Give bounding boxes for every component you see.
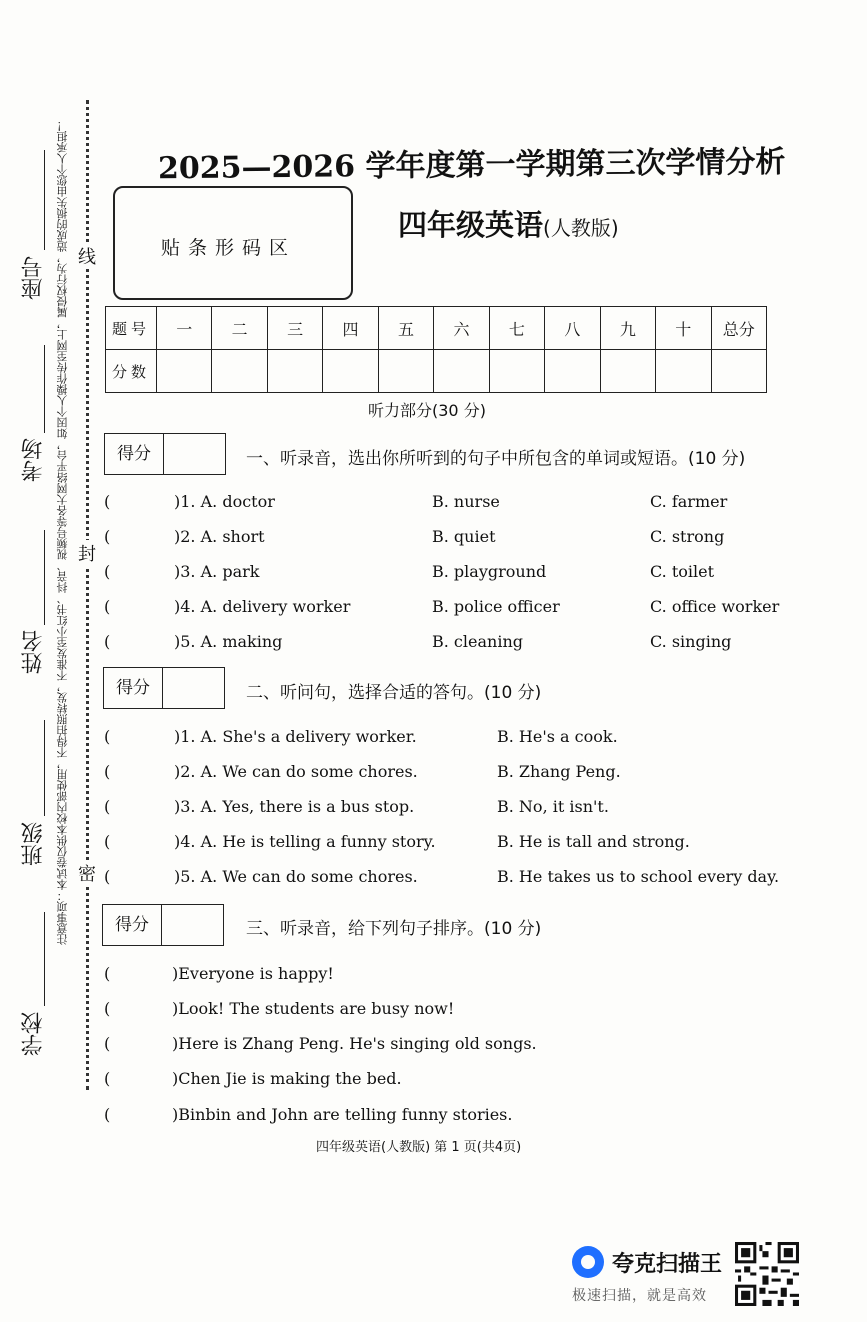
score-cell [156,350,211,393]
seal-char-feng: 封 [78,540,96,566]
s1-q1-c: C. farmer [650,492,728,511]
s2-q2-b: B. Zhang Peng. [497,762,621,781]
edition: (人教版) [543,216,619,240]
col-6: 六 [434,307,489,350]
s1-q5-b: B. cleaning [432,632,523,651]
s3-sentence-3: )Here is Zhang Peng. He's singing old songs. [172,1034,537,1053]
answer-paren: ( [104,797,111,816]
qr-code-icon [735,1242,799,1306]
s2-q4-b: B. He is tall and strong. [497,832,690,851]
s1-q2-a: )2. A. short [174,527,265,546]
score-label: 分数 [106,350,157,393]
col-total: 总分 [711,307,767,350]
seal-char-xian: 线 [78,243,96,269]
answer-paren: ( [104,527,111,546]
s3-sentence-5: )Binbin and John are telling funny stories. [172,1105,513,1124]
s1-q4-c: C. office worker [650,597,780,616]
section-1-title: 一、听录音，选出你所听到的句子中所包含的单词或短语。(10 分) [246,449,746,469]
barcode-area-label: 贴条形码区 [161,237,297,259]
score-cell [656,350,711,393]
barcode-area [113,186,353,300]
score-box [102,904,224,946]
exam-room-line [44,345,45,433]
s1-q1-b: B. nurse [432,492,500,511]
section-2-title: 二、听问句，选择合适的答句。(10 分) [246,683,542,703]
score-box-label: 得分 [105,434,164,474]
name-line [44,530,45,625]
score-cell [600,350,655,393]
score-cell [489,350,544,393]
s1-q4-b: B. police officer [432,597,560,616]
answer-paren: ( [104,597,111,616]
col-7: 七 [489,307,544,350]
s3-sentence-2: )Look! The students are busy now! [172,999,455,1018]
s1-q3-a: )3. A. park [174,562,260,581]
answer-paren: ( [104,832,111,851]
answer-paren: ( [104,999,111,1018]
s3-sentence-4: )Chen Jie is making the bed. [172,1069,402,1088]
s1-q2-c: C. strong [650,527,725,546]
s1-q3-c: C. toilet [650,562,715,581]
score-box [104,433,226,475]
s2-q1-a: )1. A. She's a delivery worker. [174,727,417,746]
answer-paren: ( [104,1105,111,1124]
school-line [44,912,45,1006]
answer-paren: ( [104,727,111,746]
score-cell [323,350,378,393]
score-table-score-row [106,350,767,393]
score-cell [378,350,433,393]
answer-paren: ( [104,632,111,651]
col-10: 十 [656,307,711,350]
seat-line [44,150,45,250]
scanner-slogan: 极速扫描，就是高效 [572,1288,707,1304]
notice-text: 注意事项：本试卷仅供本校内部使用，不得拍照转发，不准发至小红书、抖音、视频号等各大网络平台，如因个人操作传至网上，属侵权行为，造成的损失由您个人承担！ [56,120,69,945]
s2-q1-b: B. He's a cook. [497,727,618,746]
s2-q5-b: B. He takes us to school every day. [497,867,780,886]
class-line [44,720,45,816]
col-5: 五 [378,307,433,350]
score-table [105,306,767,393]
score-cell [545,350,600,393]
s2-q5-a: )5. A. We can do some chores. [174,867,418,886]
score-table-header-row [106,307,767,350]
score-box-label: 得分 [103,905,162,945]
col-2: 二 [212,307,267,350]
page-footer: 四年级英语(人教版) 第 1 页(共4页) [316,1140,522,1155]
grade-subject-title [398,203,619,244]
s1-q5-a: )5. A. making [174,632,283,651]
answer-paren: ( [104,562,111,581]
col-3: 三 [267,307,322,350]
name-label: 姓名 [21,630,46,674]
col-4: 四 [323,307,378,350]
answer-paren: ( [104,1069,111,1088]
s1-q4-a: )4. A. delivery worker [174,597,351,616]
question-number-label: 题号 [106,307,157,350]
class-label: 班级 [21,822,46,866]
scanner-brand: 夸克扫描王 [612,1252,723,1277]
score-cell [267,350,322,393]
s3-sentence-1: )Everyone is happy! [172,964,334,983]
answer-paren: ( [104,964,111,983]
quark-logo-icon [572,1246,604,1278]
answer-paren: ( [104,762,111,781]
grade-subject: 四年级英语 [398,208,544,242]
score-cell [711,350,767,393]
s1-q5-c: C. singing [650,632,732,651]
s1-q2-b: B. quiet [432,527,496,546]
col-9: 九 [600,307,655,350]
s2-q2-a: )2. A. We can do some chores. [174,762,418,781]
s1-q3-b: B. playground [432,562,547,581]
score-box [103,667,225,709]
exam-title: 2025—2026 学年度第一学期第三次学情分析 [157,144,786,187]
col-8: 八 [545,307,600,350]
seal-char-mi: 密 [78,860,96,886]
answer-paren: ( [104,492,111,511]
s2-q3-b: B. No, it isn't. [497,797,609,816]
score-cell [212,350,267,393]
section-3-title: 三、听录音，给下列句子排序。(10 分) [246,919,542,939]
seat-label: 座号 [21,256,46,300]
listening-heading: 听力部分(30 分) [368,401,486,420]
col-1: 一 [156,307,211,350]
answer-paren: ( [104,1034,111,1053]
school-label: 学校 [21,1012,46,1056]
s2-q4-a: )4. A. He is telling a funny story. [174,832,436,851]
s2-q3-a: )3. A. Yes, there is a bus stop. [174,797,415,816]
score-box-label: 得分 [104,668,163,708]
score-cell [434,350,489,393]
answer-paren: ( [104,867,111,886]
exam-room-label: 考场 [21,438,46,482]
s1-q1-a: )1. A. doctor [174,492,275,511]
